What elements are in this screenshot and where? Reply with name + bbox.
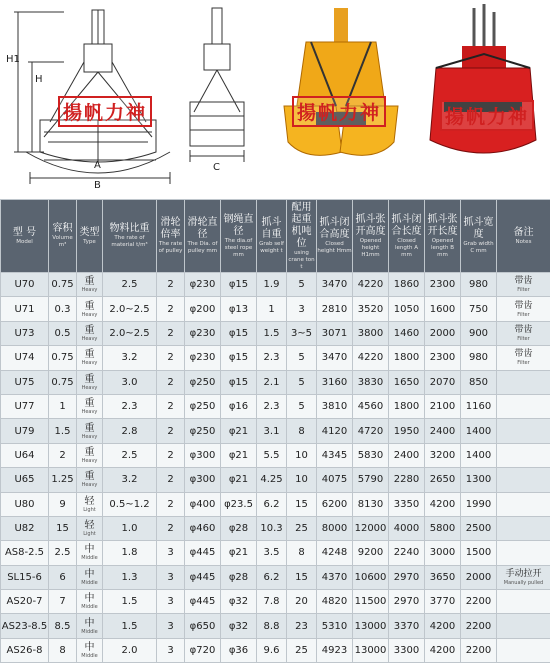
- rope-cell: φ32: [221, 614, 257, 638]
- b-cell: 2000: [425, 321, 461, 345]
- h-cell: 4075: [317, 468, 353, 492]
- notes-cell: 带齿 Filter: [497, 273, 550, 297]
- weight-cell: 3.5: [257, 541, 287, 565]
- a-cell: 3300: [389, 638, 425, 662]
- density-cell: 1.5: [103, 590, 157, 614]
- pulley-cell: φ250: [185, 370, 221, 394]
- watermark-logo: 揚帆力神: [58, 96, 152, 127]
- h1-cell: 3830: [353, 370, 389, 394]
- pulley-cell: φ200: [185, 297, 221, 321]
- c-cell: 900: [461, 321, 497, 345]
- notes-cell: [497, 638, 550, 662]
- orange-grab-photo: [276, 2, 406, 172]
- ratio-cell: 3: [157, 541, 185, 565]
- dim-label-c: C: [213, 162, 220, 172]
- notes-cell: [497, 370, 550, 394]
- notes-cell: 手动拉开 Manually pulled: [497, 565, 550, 589]
- h1-cell: 10600: [353, 565, 389, 589]
- b-cell: 4200: [425, 638, 461, 662]
- h1-cell: 3520: [353, 297, 389, 321]
- type-cell: 重 Heavy: [77, 394, 103, 418]
- volume-cell: 1: [49, 394, 77, 418]
- model-cell: U65: [1, 468, 49, 492]
- pulley-cell: φ445: [185, 541, 221, 565]
- c-cell: 2200: [461, 614, 497, 638]
- volume-cell: 0.3: [49, 297, 77, 321]
- a-cell: 4000: [389, 516, 425, 540]
- a-cell: 1860: [389, 273, 425, 297]
- crane-cell: 5: [287, 273, 317, 297]
- weight-cell: 10.3: [257, 516, 287, 540]
- table-row: [1, 443, 550, 467]
- pulley-cell: φ445: [185, 565, 221, 589]
- density-cell: 3.0: [103, 370, 157, 394]
- volume-cell: 0.75: [49, 346, 77, 370]
- type-cell: 重 Heavy: [77, 273, 103, 297]
- notes-cell: 带齿 Filter: [497, 346, 550, 370]
- h-cell: 3810: [317, 394, 353, 418]
- h-cell: 4345: [317, 443, 353, 467]
- weight-cell: 2.1: [257, 370, 287, 394]
- rope-cell: φ32: [221, 590, 257, 614]
- volume-cell: 0.75: [49, 273, 77, 297]
- pulley-cell: φ650: [185, 614, 221, 638]
- column-header: 型 号 Model: [1, 200, 49, 273]
- h1-cell: 4220: [353, 273, 389, 297]
- product-illustrations: [0, 0, 550, 198]
- rope-cell: φ21: [221, 468, 257, 492]
- a-cell: 3350: [389, 492, 425, 516]
- column-header: 物料比重 The rate of material t/m³: [103, 200, 157, 273]
- b-cell: 2300: [425, 273, 461, 297]
- dim-label-a: A: [94, 160, 101, 171]
- b-cell: 2400: [425, 419, 461, 443]
- c-cell: 980: [461, 273, 497, 297]
- volume-cell: 8: [49, 638, 77, 662]
- notes-cell: [497, 516, 550, 540]
- notes-cell: 带齿 Filter: [497, 297, 550, 321]
- a-cell: 1800: [389, 394, 425, 418]
- h1-cell: 13000: [353, 638, 389, 662]
- type-cell: 重 Heavy: [77, 443, 103, 467]
- h1-cell: 13000: [353, 614, 389, 638]
- density-cell: 2.5: [103, 443, 157, 467]
- crane-cell: 23: [287, 614, 317, 638]
- density-cell: 2.0: [103, 638, 157, 662]
- type-cell: 重 Heavy: [77, 370, 103, 394]
- volume-cell: 1.25: [49, 468, 77, 492]
- pulley-cell: φ720: [185, 638, 221, 662]
- h-cell: 6200: [317, 492, 353, 516]
- ratio-cell: 3: [157, 590, 185, 614]
- table-row: [1, 516, 550, 540]
- b-cell: 3770: [425, 590, 461, 614]
- pulley-cell: φ445: [185, 590, 221, 614]
- column-header: 抓斗闭合高度 Closed height Hmm: [317, 200, 353, 273]
- density-cell: 1.5: [103, 614, 157, 638]
- volume-cell: 0.75: [49, 370, 77, 394]
- weight-cell: 6.2: [257, 492, 287, 516]
- ratio-cell: 2: [157, 394, 185, 418]
- pulley-cell: φ460: [185, 516, 221, 540]
- notes-cell: [497, 443, 550, 467]
- density-cell: 2.0~2.5: [103, 297, 157, 321]
- table-row: [1, 468, 550, 492]
- weight-cell: 7.8: [257, 590, 287, 614]
- type-cell: 重 Heavy: [77, 346, 103, 370]
- column-header: 抓斗宽度 Grab width C mm: [461, 200, 497, 273]
- density-cell: 1.0: [103, 516, 157, 540]
- ratio-cell: 3: [157, 638, 185, 662]
- crane-cell: 20: [287, 590, 317, 614]
- pulley-cell: φ250: [185, 394, 221, 418]
- table-row: [1, 492, 550, 516]
- column-header: 备注 Notes: [497, 200, 550, 273]
- h1-cell: 11500: [353, 590, 389, 614]
- crane-cell: 5: [287, 370, 317, 394]
- rope-cell: φ28: [221, 565, 257, 589]
- model-cell: U75: [1, 370, 49, 394]
- h1-cell: 4720: [353, 419, 389, 443]
- type-cell: 重 Heavy: [77, 468, 103, 492]
- ratio-cell: 2: [157, 321, 185, 345]
- h-cell: 4370: [317, 565, 353, 589]
- weight-cell: 9.6: [257, 638, 287, 662]
- column-header: 配用起重机吨位 using crane ton t: [287, 200, 317, 273]
- table-row: [1, 565, 550, 589]
- ratio-cell: 2: [157, 419, 185, 443]
- type-cell: 中 Middle: [77, 638, 103, 662]
- type-cell: 轻 Light: [77, 516, 103, 540]
- weight-cell: 1: [257, 297, 287, 321]
- crane-cell: 25: [287, 638, 317, 662]
- rope-cell: φ13: [221, 297, 257, 321]
- crane-cell: 3: [287, 297, 317, 321]
- table-row: [1, 297, 550, 321]
- volume-cell: 7: [49, 590, 77, 614]
- b-cell: 2070: [425, 370, 461, 394]
- a-cell: 2240: [389, 541, 425, 565]
- table-row: [1, 590, 550, 614]
- a-cell: 3370: [389, 614, 425, 638]
- dim-label-h1: H1: [6, 54, 20, 65]
- crane-cell: 8: [287, 419, 317, 443]
- column-header: 抓斗张开长度 Opened length B mm: [425, 200, 461, 273]
- a-cell: 1460: [389, 321, 425, 345]
- weight-cell: 8.8: [257, 614, 287, 638]
- grab-spec-table: [0, 199, 550, 663]
- c-cell: 980: [461, 346, 497, 370]
- h-cell: 4120: [317, 419, 353, 443]
- b-cell: 2100: [425, 394, 461, 418]
- model-cell: U70: [1, 273, 49, 297]
- notes-cell: [497, 468, 550, 492]
- rope-cell: φ16: [221, 394, 257, 418]
- table-body: [1, 273, 550, 663]
- a-cell: 1950: [389, 419, 425, 443]
- volume-cell: 6: [49, 565, 77, 589]
- pulley-cell: φ400: [185, 492, 221, 516]
- h-cell: 3470: [317, 273, 353, 297]
- model-cell: AS26-8: [1, 638, 49, 662]
- c-cell: 2200: [461, 638, 497, 662]
- type-cell: 重 Heavy: [77, 419, 103, 443]
- column-header: 滑轮直径 The Dia. of pulley mm: [185, 200, 221, 273]
- type-cell: 中 Middle: [77, 565, 103, 589]
- type-cell: 轻 Light: [77, 492, 103, 516]
- rope-cell: φ15: [221, 321, 257, 345]
- weight-cell: 2.3: [257, 394, 287, 418]
- rope-cell: φ23.5: [221, 492, 257, 516]
- crane-cell: 10: [287, 443, 317, 467]
- a-cell: 1650: [389, 370, 425, 394]
- weight-cell: 4.25: [257, 468, 287, 492]
- ratio-cell: 2: [157, 273, 185, 297]
- notes-cell: [497, 419, 550, 443]
- model-cell: U74: [1, 346, 49, 370]
- ratio-cell: 2: [157, 443, 185, 467]
- ratio-cell: 2: [157, 516, 185, 540]
- a-cell: 1050: [389, 297, 425, 321]
- rope-cell: φ21: [221, 419, 257, 443]
- h1-cell: 3800: [353, 321, 389, 345]
- c-cell: 2500: [461, 516, 497, 540]
- ratio-cell: 2: [157, 468, 185, 492]
- type-cell: 中 Middle: [77, 614, 103, 638]
- volume-cell: 2.5: [49, 541, 77, 565]
- weight-cell: 6.2: [257, 565, 287, 589]
- pulley-cell: φ230: [185, 273, 221, 297]
- table-row: [1, 370, 550, 394]
- h1-cell: 4220: [353, 346, 389, 370]
- h-cell: 4820: [317, 590, 353, 614]
- rope-cell: φ21: [221, 541, 257, 565]
- a-cell: 1800: [389, 346, 425, 370]
- weight-cell: 3.1: [257, 419, 287, 443]
- h-cell: 8000: [317, 516, 353, 540]
- h-cell: 3071: [317, 321, 353, 345]
- model-cell: U79: [1, 419, 49, 443]
- b-cell: 3200: [425, 443, 461, 467]
- h1-cell: 8130: [353, 492, 389, 516]
- h1-cell: 4560: [353, 394, 389, 418]
- a-cell: 2280: [389, 468, 425, 492]
- weight-cell: 1.5: [257, 321, 287, 345]
- density-cell: 3.2: [103, 468, 157, 492]
- type-cell: 中 Middle: [77, 541, 103, 565]
- c-cell: 1400: [461, 443, 497, 467]
- c-cell: 850: [461, 370, 497, 394]
- h-cell: 4923: [317, 638, 353, 662]
- pulley-cell: φ230: [185, 346, 221, 370]
- c-cell: 1500: [461, 541, 497, 565]
- type-cell: 重 Heavy: [77, 297, 103, 321]
- column-header: 容积 Volume m³: [49, 200, 77, 273]
- notes-cell: [497, 541, 550, 565]
- b-cell: 4200: [425, 492, 461, 516]
- column-header: 抓斗自重 Grab self weight t: [257, 200, 287, 273]
- model-cell: U64: [1, 443, 49, 467]
- notes-cell: [497, 590, 550, 614]
- column-header: 抓斗闭合长度 Closed length A mm: [389, 200, 425, 273]
- h-cell: 4248: [317, 541, 353, 565]
- ratio-cell: 2: [157, 492, 185, 516]
- volume-cell: 8.5: [49, 614, 77, 638]
- watermark-logo: 揚帆力神: [292, 96, 386, 127]
- model-cell: U80: [1, 492, 49, 516]
- model-cell: U82: [1, 516, 49, 540]
- table-row: [1, 541, 550, 565]
- side-view-drawing: [180, 2, 256, 172]
- model-cell: AS23-8.5: [1, 614, 49, 638]
- column-header: 钢绳直径 The dia.of steel rope mm: [221, 200, 257, 273]
- notes-cell: [497, 394, 550, 418]
- model-cell: AS20-7: [1, 590, 49, 614]
- model-cell: U71: [1, 297, 49, 321]
- crane-cell: 3~5: [287, 321, 317, 345]
- b-cell: 3000: [425, 541, 461, 565]
- type-cell: 中 Middle: [77, 590, 103, 614]
- dim-label-b: B: [94, 180, 101, 190]
- crane-cell: 5: [287, 394, 317, 418]
- pulley-cell: φ250: [185, 419, 221, 443]
- model-cell: AS8-2.5: [1, 541, 49, 565]
- volume-cell: 1.5: [49, 419, 77, 443]
- h1-cell: 12000: [353, 516, 389, 540]
- model-cell: U73: [1, 321, 49, 345]
- table-row: [1, 346, 550, 370]
- crane-cell: 15: [287, 565, 317, 589]
- c-cell: 1300: [461, 468, 497, 492]
- b-cell: 2300: [425, 346, 461, 370]
- pulley-cell: φ300: [185, 443, 221, 467]
- rope-cell: φ15: [221, 273, 257, 297]
- density-cell: 1.8: [103, 541, 157, 565]
- density-cell: 2.5: [103, 273, 157, 297]
- rope-cell: φ36: [221, 638, 257, 662]
- b-cell: 4200: [425, 614, 461, 638]
- table-row: [1, 638, 550, 662]
- table-row: [1, 273, 550, 297]
- density-cell: 1.3: [103, 565, 157, 589]
- density-cell: 3.2: [103, 346, 157, 370]
- weight-cell: 2.3: [257, 346, 287, 370]
- column-header: 抓斗张开高度 Opened height H1mm: [353, 200, 389, 273]
- dim-label-h: H: [35, 74, 43, 85]
- watermark-logo: 揚帆力神: [440, 100, 534, 131]
- c-cell: 2200: [461, 590, 497, 614]
- ratio-cell: 2: [157, 346, 185, 370]
- c-cell: 1400: [461, 419, 497, 443]
- table-row: [1, 614, 550, 638]
- h1-cell: 9200: [353, 541, 389, 565]
- model-cell: SL15-6: [1, 565, 49, 589]
- notes-cell: 带齿 Filter: [497, 321, 550, 345]
- b-cell: 3650: [425, 565, 461, 589]
- table-row: [1, 321, 550, 345]
- c-cell: 750: [461, 297, 497, 321]
- pulley-cell: φ300: [185, 468, 221, 492]
- h-cell: 3160: [317, 370, 353, 394]
- red-grab-photo: [418, 2, 548, 172]
- c-cell: 2000: [461, 565, 497, 589]
- column-header: 类型 Type: [77, 200, 103, 273]
- weight-cell: 1.9: [257, 273, 287, 297]
- rope-cell: φ15: [221, 346, 257, 370]
- volume-cell: 0.5: [49, 321, 77, 345]
- table-header-row: [1, 200, 550, 273]
- volume-cell: 15: [49, 516, 77, 540]
- c-cell: 1160: [461, 394, 497, 418]
- crane-cell: 15: [287, 492, 317, 516]
- density-cell: 0.5~1.2: [103, 492, 157, 516]
- weight-cell: 5.5: [257, 443, 287, 467]
- density-cell: 2.3: [103, 394, 157, 418]
- ratio-cell: 3: [157, 614, 185, 638]
- crane-cell: 25: [287, 516, 317, 540]
- table-row: [1, 419, 550, 443]
- h1-cell: 5790: [353, 468, 389, 492]
- a-cell: 2970: [389, 565, 425, 589]
- table-row: [1, 394, 550, 418]
- density-cell: 2.0~2.5: [103, 321, 157, 345]
- a-cell: 2400: [389, 443, 425, 467]
- ratio-cell: 2: [157, 297, 185, 321]
- rope-cell: φ28: [221, 516, 257, 540]
- crane-cell: 10: [287, 468, 317, 492]
- column-header: 滑轮倍率 The rate of pulley: [157, 200, 185, 273]
- type-cell: 重 Heavy: [77, 321, 103, 345]
- notes-cell: [497, 614, 550, 638]
- ratio-cell: 2: [157, 370, 185, 394]
- volume-cell: 2: [49, 443, 77, 467]
- b-cell: 1600: [425, 297, 461, 321]
- h-cell: 2810: [317, 297, 353, 321]
- b-cell: 5800: [425, 516, 461, 540]
- rope-cell: φ21: [221, 443, 257, 467]
- volume-cell: 9: [49, 492, 77, 516]
- h-cell: 3470: [317, 346, 353, 370]
- a-cell: 2970: [389, 590, 425, 614]
- notes-cell: [497, 492, 550, 516]
- density-cell: 2.8: [103, 419, 157, 443]
- h1-cell: 5830: [353, 443, 389, 467]
- model-cell: U77: [1, 394, 49, 418]
- h-cell: 5310: [317, 614, 353, 638]
- pulley-cell: φ230: [185, 321, 221, 345]
- b-cell: 2650: [425, 468, 461, 492]
- crane-cell: 5: [287, 346, 317, 370]
- crane-cell: 8: [287, 541, 317, 565]
- c-cell: 1990: [461, 492, 497, 516]
- rope-cell: φ15: [221, 370, 257, 394]
- ratio-cell: 3: [157, 565, 185, 589]
